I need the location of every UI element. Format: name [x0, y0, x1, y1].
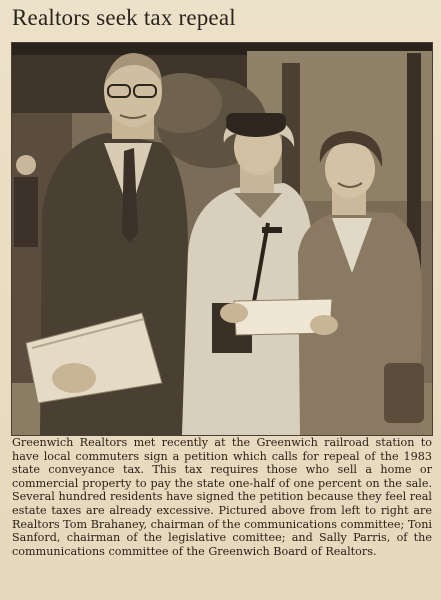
headline: Realtors seek tax repeal — [12, 5, 236, 30]
photo-caption: Greenwich Realtors met recently at the Greenwich railroad station to have local commuters sign a petition which calls for repeal of the 1983 state conveyance tax. This tax requires those who sell a home or commercial property to pay the state one-half of one percent on the sale. Several hundred residents have signed the petition because they feel real estate taxes are already excessive. Pictured above from left to right are Realtors Tom Brahaney, chairman of the communications committee; Toni Sanford, chairman of the legislative comittee; and Sally Parris, of the communications committee of the Greenwich Board of Realtors. — [12, 436, 432, 558]
photo-illustration — [12, 43, 432, 435]
news-photo — [11, 42, 433, 436]
